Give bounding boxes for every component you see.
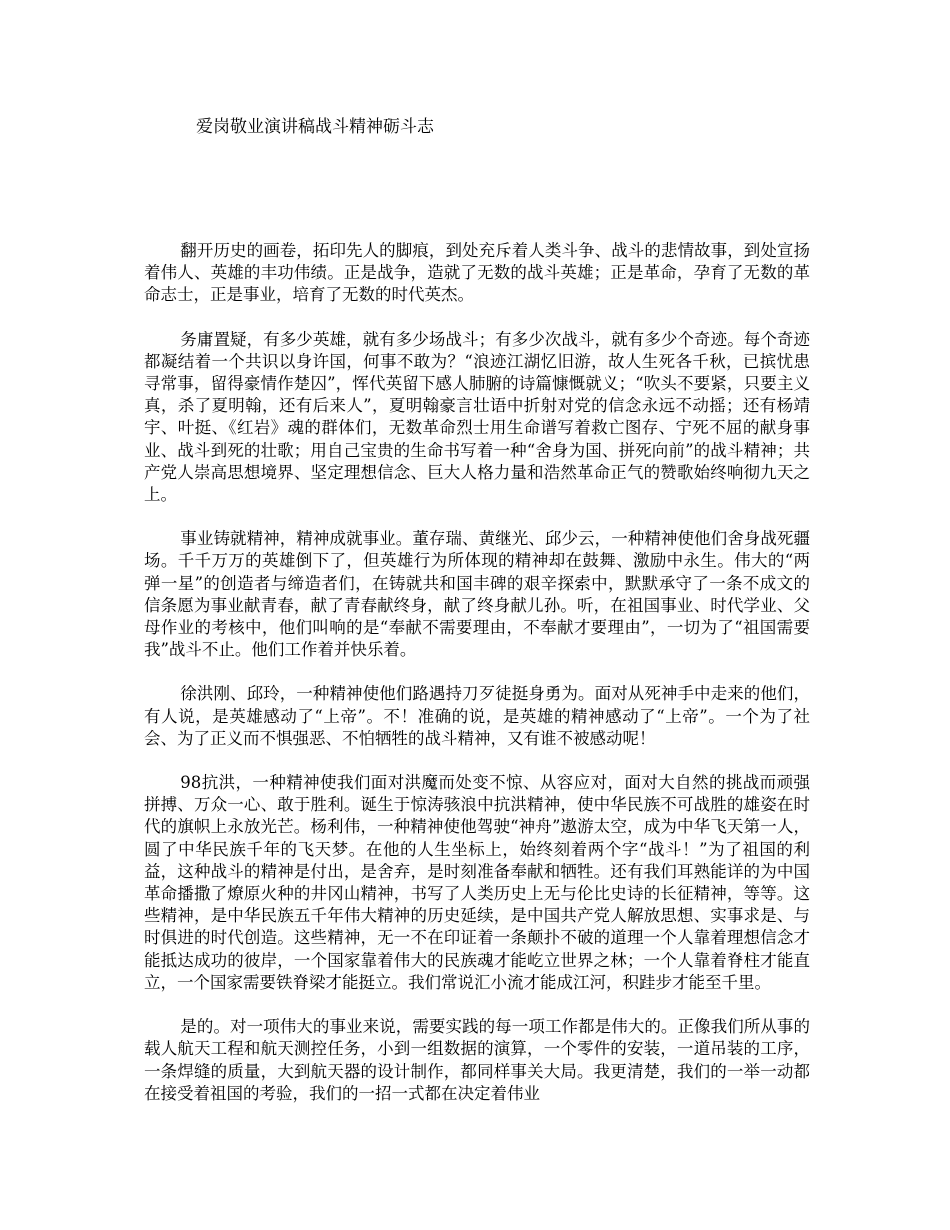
paragraph-1: 翻开历史的画卷，拓印先人的脚痕，到处充斥着人类斗争、战斗的悲情故事，到处宣扬着伟人、英雄的丰功伟绩。正是战争，造就了无数的战斗英雄；正是革命，孕育了无数的革命志士，正是事业，培育了无数的时代英杰。	[144, 241, 810, 305]
paragraph-6: 是的。对一项伟大的事业来说，需要实践的每一项工作都是伟大的。正像我们所从事的载人航天工程和航天测控任务，小到一组数据的演算，一个零件的安装，一道吊装的工序，一条焊缝的质量，大到航天器的设计制作，都同样事关大局。我更清楚，我们的一举一动都在接受着祖国的考验，我们的一招一式都在决定着伟业	[144, 1017, 810, 1103]
document-body	[144, 240, 810, 1127]
document-title: 爱岗敬业演讲稿战斗精神砺斗志	[196, 117, 434, 137]
paragraph-5: 98抗洪，一种精神使我们面对洪魔而处变不惊、从容应对，面对大自然的挑战而顽强拼搏、万众一心、敢于胜利。诞生于惊涛骇浪中抗洪精神，使中华民族不可战胜的雄姿在时代的旗帜上永放光芒。杨利伟，一种精神使他驾驶“神舟”遨游太空，成为中华飞天第一人，圆了中华民族千年的飞天梦。在他的人生坐标上，始终刻着两个字“战斗！”为了祖国的利益，这种战斗的精神是付出，是舍弃，是时刻准备奉献和牺牲。还有我们耳熟能详的为中国革命播撒了燎原火种的井冈山精神，书写了人类历史上无与伦比史诗的长征精神，等等。这些精神，是中华民族五千年伟大精神的历史延续，是中国共产党人解放思想、实事求是、与时俱进的时代创造。这些精神，无一不在印证着一条颠扑不破的道理一个人靠着理想信念才能抵达成功的彼岸，一个国家靠着伟大的民族魂才能屹立世界之林；一个人靠着脊柱才能直立，一个国家需要铁脊梁才能挺立。我们常说汇小流才能成江河，积跬步才能至千里。	[144, 773, 810, 992]
paragraph-3: 事业铸就精神，精神成就事业。董存瑞、黄继光、邱少云，一种精神使他们舍身战死疆场。千千万万的英雄倒下了，但英雄行为所体现的精神却在鼓舞、激励中永生。伟大的“两弹一星”的创造者与缔造者们，在铸就共和国丰碑的艰辛探索中，默默承守了一条不成文的信条愿为事业献青春，献了青春献终身，献了终身献儿孙。听，在祖国事业、时代学业、父母作业的考核中，他们叫响的是“奉献不需要理由，不奉献才要理由”，一切为了“祖国需要我”战斗不止。他们工作着并快乐着。	[144, 529, 810, 660]
paragraph-2: 务庸置疑，有多少英雄，就有多少场战斗；有多少次战斗，就有多少个奇迹。每个奇迹都凝结着一个共识以身许国，何事不敢为？“浪迹江湖忆旧游，故人生死各千秋，已摈忧患寻常事，留得豪情作楚囚”，恽代英留下感人肺腑的诗篇慷慨就义；“吹头不要紧，只要主义真，杀了夏明翰，还有后来人”，夏明翰豪言壮语中折射对党的信念永远不动摇；还有杨靖宇、叶挺、《红岩》魂的群体们，无数革命烈士用生命谱写着救亡图存、宁死不屈的献身事业、战斗到死的壮歌；用自己宝贵的生命书写着一种“舍身为国、拼死向前”的战斗精神；共产党人崇高思想境界、坚定理想信念、巨大人格力量和浩然革命正气的赞歌始终响彻九天之上。	[144, 329, 810, 505]
paragraph-4: 徐洪刚、邱玲，一种精神使他们路遇持刀歹徒挺身勇为。面对从死神手中走来的他们，有人说，是英雄感动了“上帝”。不！准确的说，是英雄的精神感动了“上帝”。一个为了社会、为了正义而不惧强恶、不怕牺牲的战斗精神，又有谁不被感动呢！	[144, 684, 810, 748]
